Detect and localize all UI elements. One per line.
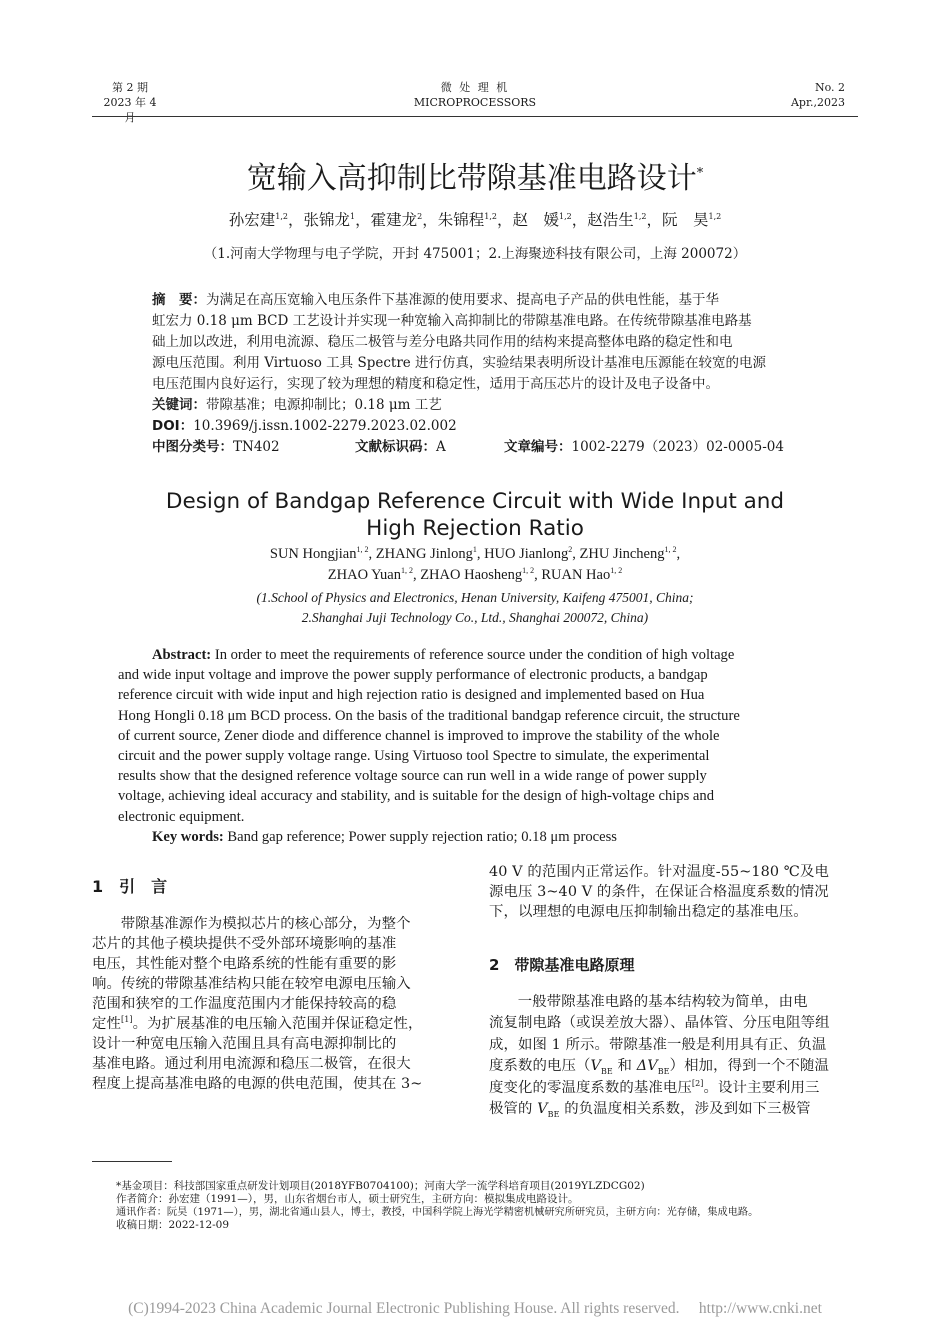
math-vbe: V [590,1058,601,1075]
abstract-en-label: Abstract: [152,647,212,663]
abstract-en-line [118,645,834,665]
author-en-sup: 1, 2 [610,566,623,576]
author-cn-sup: 1,2 [708,211,722,221]
citation-ref[interactable]: [1] [120,1015,133,1025]
authors-cn: 孙宏建$^{1,2}$，张锦龙$^1$，霍建龙$^2$，朱锦程$^{1,2}$，赵 媛$^{1,2}$，赵浩生$^{1,2}$，阮 昊$^{1,2}$ [228,211,722,229]
affiliation-cn: （1.河南大学物理与电子学院，开封 475001；2.上海聚迹科技有限公司，上海 200072） [203,246,747,262]
abstract-cn-line: 源电压范围。利用 Virtuoso 工具 Spectre 进行仿真，实验结果表明所设计基准电压源能在较宽的电源 [152,355,767,371]
abstract-en-text: In order to meet the requirements of reference source under the condition of high voltage [214,647,735,663]
body-line: 40 V 的范围内正常运作。针对温度-55~180 ℃及电 [489,864,829,880]
section2-body [489,992,859,1120]
abstract-cn-text: 为满足在高压宽输入电压条件下基准源的使用要求、提高电子产品的供电性能，基于华 [206,292,719,308]
body-line: 设计一种宽电压输入范围且具有高电源抑制比的 [92,1036,397,1052]
author-en-sup: 1, 2 [522,566,535,576]
author-en-sup: 1, 2 [400,566,413,576]
doi-text: 10.3969/j.issn.1002-2279.2023.02.002 [193,418,457,434]
title-cn [100,158,850,200]
keywords-en-label: Key words: [152,828,224,845]
citation-ref[interactable]: [2] [691,1078,704,1088]
abstract-en-line: electronic equipment. [118,808,245,825]
classification-row [152,437,802,458]
body-text: 极管的 [489,1101,538,1118]
header-left-date: 2023 年 4 月 [103,96,157,124]
body-line: 范围和狭窄的工作温度范围内才能保持较高的稳 [92,996,397,1012]
abstract-cn-line: 虹宏力 0.18 μm BCD 工艺设计并实现一种宽输入高抑制比的带隙基准电路。在传统带隙基准电路基 [152,313,752,329]
header-rule [92,116,858,117]
author-cn-sup: 1,2 [633,211,647,221]
body-line: 一般带隙基准电路的基本结构较为简单，由电 [517,994,808,1010]
abstract-cn-line [152,290,802,311]
body-text: ）相加，得到一个不随温 [669,1058,830,1075]
section1-body [92,914,462,1094]
body-line: 响。传统的带隙基准结构只能在较窄电源电压输入 [92,976,411,992]
author-en: RUAN Hao [541,567,611,583]
body-text: 和 [612,1058,637,1075]
body-line [489,1056,859,1077]
author-en-sup: 1, 2 [356,545,369,555]
affiliation-en-line: 2.Shanghai Juji Technology Co., Ltd., Shanghai 200072, China) [301,610,649,625]
abstract-en-line: Hong Hongli 0.18 μm BCD process. On the basis of the traditional bandgap reference circuit, the structure [118,707,740,724]
math-delta-vbe: ΔV [636,1058,658,1075]
abstract-en-line: and wide input voltage and improve the power supply performance of electronic products, a bandgap [118,667,708,684]
math-vbe: V [537,1101,548,1118]
clc-code [152,437,280,458]
body-text: 的负温度相关系数，涉及到如下三极管 [559,1101,811,1118]
abstract-en-line: results show that the designed reference voltage source can run well in a wide range of power supply [118,768,707,785]
abstract-en-line: of current source, Zener diode and difference channel is improved to improve the stability of the whole [118,727,720,744]
article-number [504,437,784,458]
body-line [489,1078,859,1099]
author-cn: 朱锦程 [437,211,485,229]
author-en-sup: 1, 2 [664,545,677,555]
author-cn-sup: 2 [417,211,423,221]
copyright-line: (C)1994-2023 China Academic Journal Electronic Publishing House. All rights reserved. http://www.cnki.net [128,1300,822,1317]
body-line: 下，以理想的电源电压抑制输出稳定的基准电压。 [489,904,808,920]
body-text: 度系数的电压（ [489,1058,591,1075]
journal-name-cn: 微 处 理 机 [440,81,510,94]
body-text: 定性 [92,1016,121,1032]
abstract-en [118,645,834,847]
body-line [489,1099,859,1120]
header-right-issue: No. 2 [814,81,845,94]
affiliation-en-line: (1.School of Physics and Electronics, Henan University, Kaifeng 475001, China; [256,590,694,605]
math-sub: BE [547,1109,560,1119]
abstract-cn [152,290,802,458]
article-value: 1002-2279（2023）02-0005-04 [571,439,784,455]
keywords-en [118,827,834,847]
body-text: 。设计主要利用三 [703,1079,820,1096]
title-cn-text: 宽输入高抑制比带隙基准电路设计 [246,161,697,196]
affiliation-en [100,588,850,628]
author-en-sup: 1 [472,545,477,555]
body-line: 电压，其性能对整个电路系统的性能有重要的影 [92,956,397,972]
author-cn-sup: 1 [350,211,356,221]
author-en: ZHAO Yuan [327,567,401,583]
author-en: HUO Jianlong [484,546,569,562]
abstract-cn-line: 础上加以改进，利用电流源、稳压二极管与差分电路共同作用的结构来提高整体电路的稳定性和电 [152,334,733,350]
author-cn-sup: 1,2 [484,211,497,221]
keywords-cn [152,395,802,416]
body-text: 度变化的零温度系数的基准电压 [489,1079,692,1096]
abstract-cn-line: 电压范围内良好运行，实现了较为理想的精度和稳定性，适用于高压芯片的设计及电子设备中。 [152,376,719,392]
clc-label: 中图分类号： [152,439,233,455]
doi-label: DOI： [152,418,194,434]
authors-en-line: SUN Hongjian$^{1, 2}$, ZHANG Jinlong$^1$, HUO Jianlong$^2$, ZHU Jincheng$^{1, 2}$, [269,545,681,562]
author-en-sup: 2 [568,545,573,555]
body-line: 成，如图 1 所示。带隙基准一般是利用具有正、负温 [489,1036,827,1053]
header-right-date: Apr.,2023 [790,96,845,109]
footnote-author: 作者简介：孙宏建（1991—），男，山东省烟台市人，硕士研究生，主研方向：模拟集成电路设计。 [116,1193,579,1205]
author-cn: 赵浩生 [587,211,634,229]
article-label: 文章编号： [504,439,572,455]
author-cn: 张锦龙 [303,211,350,229]
clc-value: TN402 [233,439,280,455]
footnote-rule [92,1161,172,1162]
body-line: 流复制电路（或误差放大器）、晶体管、分压电阻等组 [489,1015,830,1032]
author-en: ZHANG Jinlong [375,546,473,562]
body-line: 程度上提高基准电路的电源的供电范围，使其在 3~ [92,1076,423,1092]
math-sub: BE [600,1067,613,1077]
journal-name-en: MICROPROCESSORS [413,96,537,109]
body-line: 带隙基准源作为模拟芯片的核心部分，为整个 [120,916,411,932]
doc-value: A [436,439,446,455]
header-left-issue: 第 2 期 [112,81,148,94]
body-line [92,1014,462,1034]
title-en-line: Design of Bandgap Reference Circuit with Wide Input and [165,489,785,514]
author-cn: 霍建龙 [370,211,418,229]
author-cn: 阮 昊 [662,211,709,229]
author-cn: 孙宏建 [228,211,276,229]
abstract-en-line: reference circuit with wide input and high rejection ratio is designed and implemented based on Hua [118,687,705,704]
abstract-cn-label: 摘 要： [152,292,206,308]
author-en: ZHAO Haosheng [420,567,523,583]
right-column-continuation [489,862,859,922]
title-en-line: High Rejection Ratio [366,516,584,541]
header-right [791,80,845,110]
footnote-fund: *基金项目：科技部国家重点研发计划项目(2018YFB0704100)；河南大学一流学科培育项目(2019YLZDCG02) [116,1180,645,1192]
body-text: 。为扩展基准的电压输入范围并保证稳定性， [132,1016,423,1032]
body-line: 基准电路。通过利用电流源和稳压二极管，在很大 [92,1056,411,1072]
keywords-en-text: Band gap reference; Power supply rejection ratio; 0.18 μm process [227,828,617,845]
doi [152,416,802,437]
authors-en-line: ZHAO Yuan$^{1, 2}$, ZHAO Haosheng$^{1, 2}$, RUAN Hao$^{1, 2}$ [327,566,623,583]
keywords-cn-label: 关键词： [152,397,206,413]
section2-heading: 2 带隙基准电路原理 [489,956,635,974]
footnotes [116,1180,861,1232]
body-line: 源电压 3~40 V 的条件，在保证合格温度系数的情况 [489,884,829,900]
doc-code [355,437,446,458]
header-left [100,80,160,125]
math-sub: BE [657,1067,670,1077]
abstract-en-line: voltage, achieving ideal accuracy and stability, and is suitable for the design of high-voltage chips and [118,788,714,805]
title-en [100,488,850,542]
body-line: 芯片的其他子模块提供不受外部环境影响的基准 [92,936,397,952]
author-en: ZHU Jincheng [579,546,665,562]
header-center [375,80,575,110]
author-cn-sup: 1,2 [275,211,288,221]
authors-en [100,544,850,586]
footnote-received: 收稿日期：2022-12-09 [116,1219,230,1231]
author-cn: 赵 媛 [512,211,560,229]
doc-label: 文献标识码： [355,439,436,455]
title-fund-mark: * [696,166,704,181]
footnote-corresponding: 通讯作者：阮昊（1971—），男，湖北省通山县人，博士，教授，中国科学院上海光学精密机械研究所研究员，主研方向：光存储，集成电路。 [116,1207,759,1218]
author-en: SUN Hongjian [269,546,357,562]
abstract-en-line: circuit and the power supply voltage range. Using Virtuoso tool Spectre to simulate, the experimental [118,748,710,765]
keywords-cn-text: 带隙基准；电源抑制比；0.18 μm 工艺 [206,397,442,413]
author-cn-sup: 1,2 [559,211,572,221]
section1-heading: 1 引 言 [92,877,168,896]
